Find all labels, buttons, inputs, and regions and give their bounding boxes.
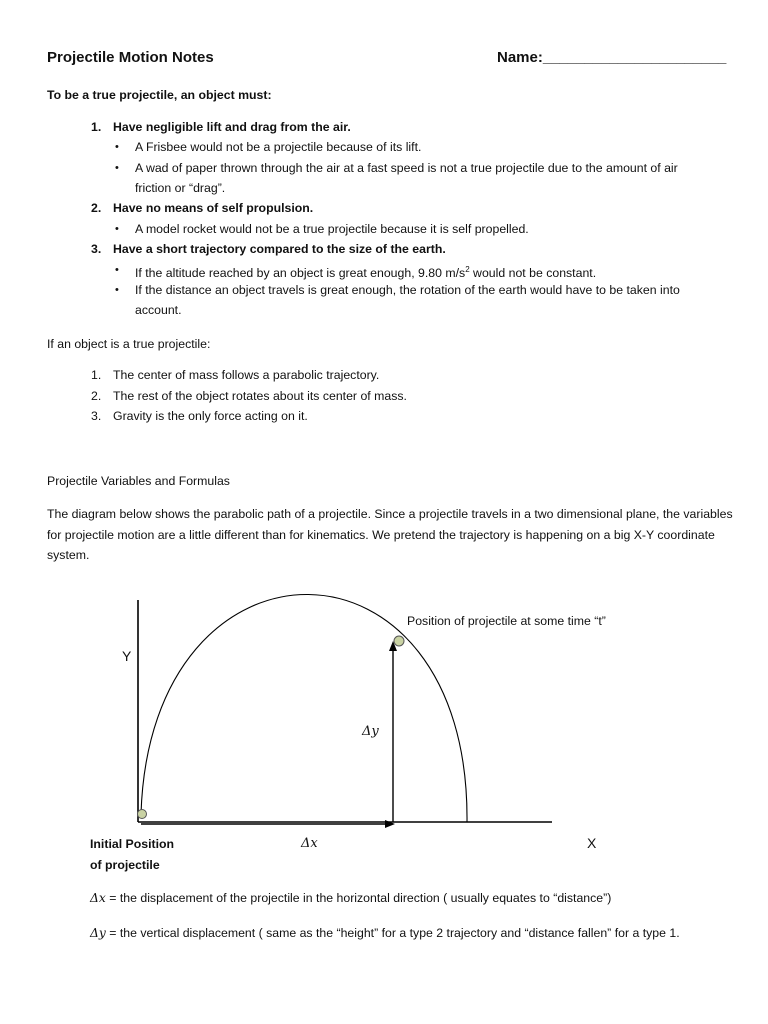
s1-item3-bullet1-a: If the altitude reached by an object is great enough, 9.80 m/s (135, 266, 466, 281)
definition-delta-x (90, 891, 611, 905)
s1-item3-text: Have a short trajectory compared to the size of the earth. (113, 242, 446, 256)
section3-heading: Projectile Variables and Formulas (47, 474, 230, 488)
s1-item2-num: 2. (91, 201, 102, 215)
bullet-dot: • (115, 162, 119, 174)
page-title: Projectile Motion Notes (47, 49, 214, 66)
initial-position-label-2: of projectile (90, 858, 160, 872)
dx-text: = the displacement of the projectile in the horizontal direction ( usually equates to “distance”) (105, 891, 612, 905)
name-field: Name:______________________ (497, 49, 727, 66)
s2-item1-num: 1. (91, 368, 102, 382)
dx-symbol: Δx (90, 891, 106, 905)
bullet-dot: • (115, 264, 119, 276)
delta-x-label: Δx (301, 836, 318, 851)
s1-item1-bullet2-cont: friction or “drag”. (135, 181, 226, 195)
s2-item3-text: Gravity is the only force acting on it. (113, 409, 308, 423)
delta-y-label: Δy (362, 724, 379, 739)
s1-item3-bullet2: If the distance an object travels is great enough, the rotation of the earth would have to be taken into (135, 283, 680, 297)
s1-item3-num: 3. (91, 242, 102, 256)
s1-item2-text: Have no means of self propulsion. (113, 201, 314, 215)
projectile-position-dot (394, 636, 404, 646)
s1-item1-text: Have negligible lift and drag from the air. (113, 120, 351, 134)
section3-paragraph: The diagram below shows the parabolic path of a projectile. Since a projectile travels in a two dimensional plane, the variables for projectile motion are a little different than for kinematics. We pretend the trajectory is happening on a big X-Y coordinate system. (47, 507, 733, 562)
s2-item2-text: The rest of the object rotates about its center of mass. (113, 389, 407, 403)
initial-position-label-1: Initial Position (90, 837, 175, 851)
section2-intro: If an object is a true projectile: (47, 337, 211, 351)
initial-position-dot (138, 810, 147, 819)
bullet-dot: • (115, 141, 119, 153)
x-axis-label: X (587, 835, 597, 851)
definition-delta-y (90, 926, 680, 940)
s2-item1-text: The center of mass follows a parabolic trajectory. (113, 368, 380, 382)
y-axis-label: Y (122, 648, 132, 664)
s2-item2-num: 2. (91, 389, 102, 403)
s1-item3-bullet2-cont: account. (135, 303, 182, 317)
bullet-dot: • (115, 223, 119, 235)
s2-item3-num: 3. (91, 409, 102, 423)
dy-text: = the vertical displacement ( same as the “height” for a type 2 trajectory and “distance fallen” for a type 1. (105, 926, 680, 940)
superscript-2: 2 (465, 265, 470, 274)
s1-item1-num: 1. (91, 120, 102, 134)
bullet-dot: • (115, 284, 119, 296)
s1-item1-bullet2: A wad of paper thrown through the air at a fast speed is not a true projectile due to the amount of air (135, 161, 678, 175)
s1-item3-bullet1-b: would not be constant. (469, 266, 597, 281)
s1-item1-bullet1: A Frisbee would not be a projectile because of its lift. (135, 140, 422, 154)
section1-intro: To be a true projectile, an object must: (47, 88, 272, 102)
dy-symbol: Δy (90, 926, 106, 940)
s1-item2-bullet1: A model rocket would not be a true projectile because it is self propelled. (135, 222, 529, 236)
position-label: Position of projectile at some time “t” (407, 614, 606, 628)
